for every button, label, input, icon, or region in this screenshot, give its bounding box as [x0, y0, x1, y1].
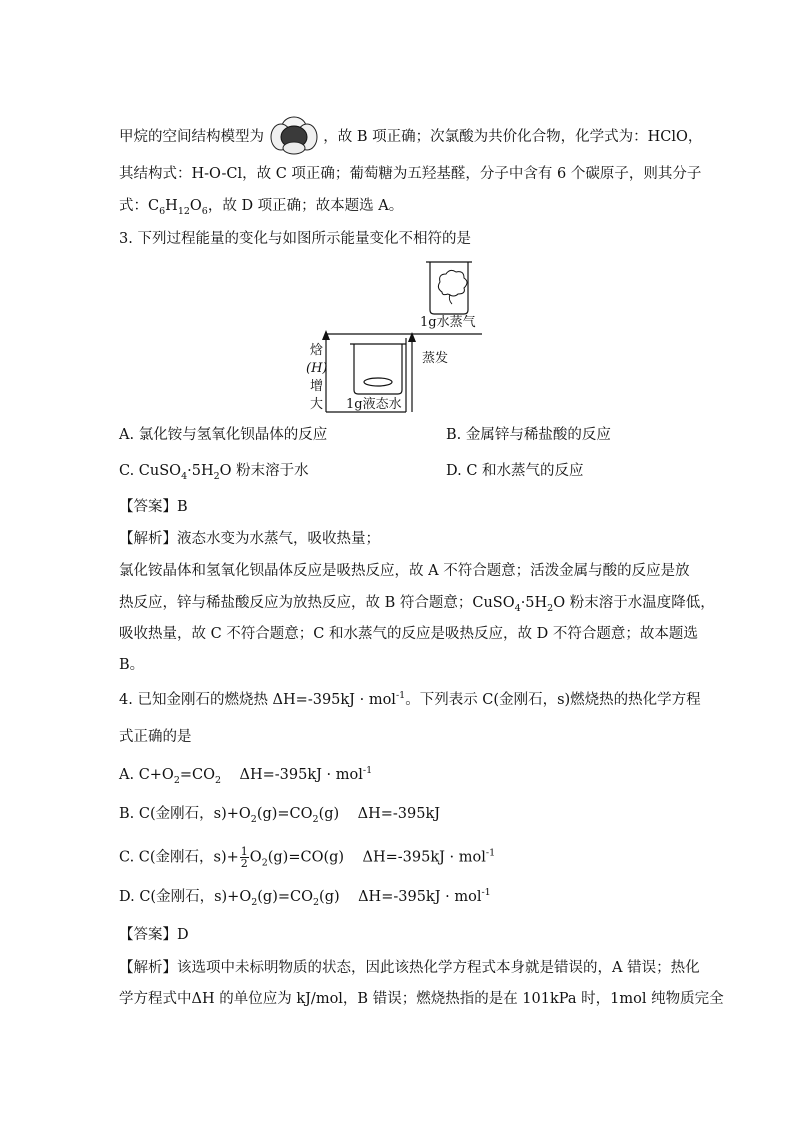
q3-analysis-head: 【解析】 [119, 531, 177, 547]
q4-analysis-text-1: 该选项中未标明物质的状态，因此该热化学方程式本身就是错误的，A 错误；热化 [177, 960, 700, 976]
q3-stem: 3. 下列过程能量的变化与如图所示能量变化不相符的是 [119, 231, 471, 247]
prev-line-1-text-b: ，故 B 项正确；次氯酸为共价化合物，化学式为：HClO， [323, 129, 703, 145]
q4-b-3: (g) ΔH=-395kJ [318, 806, 441, 822]
q4-analysis-head: 【解析】 [119, 960, 177, 976]
q4-c-3: (g)=CO(g) ΔH=-395kJ · mol [267, 849, 486, 866]
q4-c-sub1: 2 [261, 857, 268, 869]
q3-option-c [119, 461, 309, 481]
q4-a-sub2: 2 [215, 774, 222, 786]
q4-d-3: (g) ΔH=-395kJ · mol [319, 889, 482, 905]
q3-analysis-2: 氯化铵晶体和氢氧化钡晶体反应是吸热反应，故 A 不符合题意；活泼金属与酸的反应是放 [119, 563, 690, 579]
q3-option-c-sub1: 4 [181, 470, 188, 482]
axis-arrow-icon [322, 330, 330, 340]
q4-a-1: A. C+O [119, 767, 174, 783]
bottom-state-label: 1g液态水 [346, 397, 402, 412]
prev-line-3 [119, 196, 403, 216]
q4-c-sup: -1 [485, 847, 496, 859]
q4-a-2: =CO [179, 767, 216, 783]
q3-analysis-3b: ·5H [520, 595, 548, 611]
prev-line-1 [119, 117, 702, 157]
q3-analysis-4: 吸收热量，故 C 不符合题意；C 和水蒸气的反应是吸热反应，故 D 不符合题意；故本题选 [119, 626, 698, 642]
q3-answer: 【答案】B [119, 499, 188, 515]
q4-a-3: ΔH=-395kJ · mol [221, 767, 363, 783]
q3-analysis-3c: O 粉末溶于水温度降低， [553, 595, 715, 611]
vapor-beaker-icon [426, 262, 472, 314]
prev-line-3-d: ，故 D 项正确；故本题选 A。 [207, 198, 404, 214]
q3-analysis-5: B。 [119, 657, 145, 673]
prev-line-3-b: H [165, 198, 178, 214]
q3-analysis-1 [119, 529, 380, 549]
axis-label-2: (H) [306, 361, 328, 376]
axis-label-1: 焓 [310, 343, 324, 358]
q4-b-sub2: 2 [312, 813, 319, 825]
q4-d-sub2: 2 [313, 896, 320, 908]
q4-d-1: D. C(金刚石，s)+O [119, 889, 252, 905]
top-state-label: 1g水蒸气 [420, 315, 476, 330]
q4-d-sup: -1 [481, 887, 491, 899]
q4-analysis-1 [119, 958, 700, 978]
axis-label-3: 增 [310, 379, 324, 394]
q4-b-1: B. C(金刚石，s)+O [119, 806, 251, 822]
methane-space-filling-model-icon [269, 115, 319, 155]
prev-line-3-a: 式：C [119, 198, 160, 214]
one-half-fraction [240, 846, 249, 869]
q3-option-c-a: C. CuSO [119, 463, 182, 479]
q4-a-sup: -1 [362, 765, 373, 777]
q4-option-c [119, 846, 495, 869]
q3-analysis-3-sub1: 4 [514, 602, 521, 614]
fraction-denominator: 2 [240, 857, 248, 870]
sub-6b: 6 [201, 205, 208, 217]
q3-option-c-sub2: 2 [213, 470, 220, 482]
q4-a-sub1: 2 [173, 774, 180, 786]
liquid-beaker-icon [350, 344, 406, 394]
q3-energy-diagram [296, 252, 492, 416]
sub-12: 12 [177, 205, 190, 217]
q4-b-2: (g)=CO [256, 806, 313, 822]
q3-analysis-3a: 热反应，锌与稀盐酸反应为放热反应，故 B 符合题意；CuSO [119, 595, 515, 611]
prev-line-1-text-a: 甲烷的空间结构模型为 [119, 129, 264, 145]
q4-option-a [119, 765, 372, 785]
prev-line-3-c: O [189, 198, 202, 214]
arrow-label: 蒸发 [422, 351, 449, 366]
q3-analysis-3 [119, 593, 715, 613]
fraction-numerator: 1 [240, 845, 248, 858]
q3-option-c-b: ·5H [187, 463, 214, 479]
q4-stem-sup: -1 [395, 690, 406, 702]
q4-option-d [119, 887, 491, 907]
q3-option-b: B. 金属锌与稀盐酸的反应 [446, 427, 611, 443]
q4-b-sub1: 2 [250, 813, 257, 825]
q3-option-a: A. 氯化铵与氢氧化钡晶体的反应 [119, 427, 328, 443]
sub-6a: 6 [159, 205, 166, 217]
q4-stem-1 [119, 690, 701, 710]
q4-option-b [119, 804, 440, 824]
q3-analysis-3-sub2: 2 [547, 602, 554, 614]
axis-label-4: 大 [310, 397, 324, 412]
q4-c-2: O [249, 849, 262, 866]
q4-answer: 【答案】D [119, 927, 189, 943]
q3-analysis-text: 液态水变为水蒸气，吸收热量； [177, 531, 380, 547]
q4-stem-1b: 。下列表示 C(金刚石，s)燃烧热的热化学方程 [405, 692, 701, 708]
q4-d-sub1: 2 [251, 896, 258, 908]
q3-option-d: D. C 和水蒸气的反应 [446, 463, 584, 479]
prev-line-2: 其结构式：H-O-Cl，故 C 项正确；葡萄糖为五羟基醛，分子中含有 6 个碳原子，则其分子 [119, 166, 702, 182]
q4-stem-1a: 4. 已知金刚石的燃烧热 ΔH=-395kJ · mol [119, 692, 396, 708]
q4-stem-2: 式正确的是 [119, 729, 192, 745]
q3-option-c-c: O 粉末溶于水 [219, 463, 309, 479]
q4-c-1: C. C(金刚石，s)+ [119, 849, 239, 866]
q4-analysis-2: 学方程式中ΔH 的单位应为 kJ/mol，B 错误；燃烧热指的是在 101kPa 时，1mol 纯物质完全 [119, 991, 724, 1007]
q4-d-2: (g)=CO [257, 889, 313, 905]
